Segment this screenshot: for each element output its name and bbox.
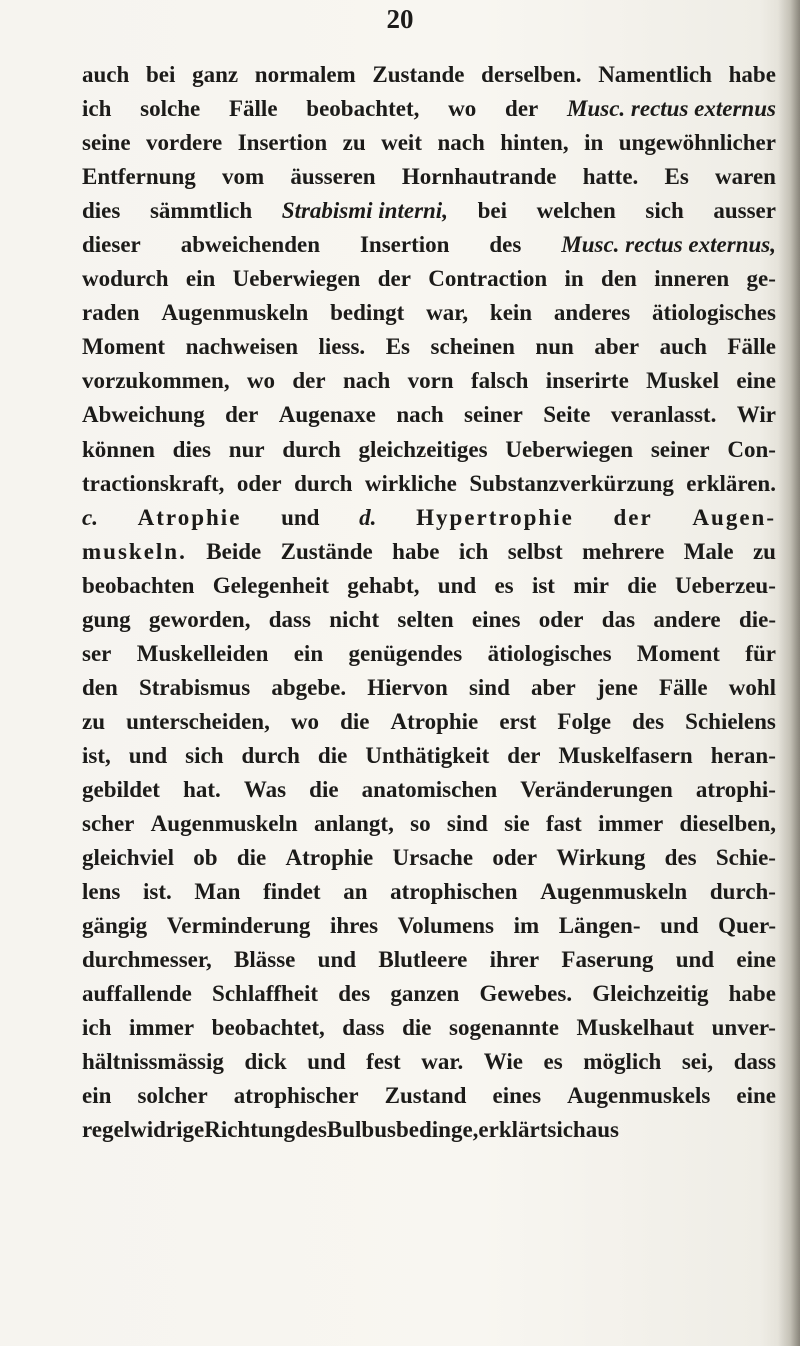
word: Musc. rectus externus, (561, 232, 776, 258)
word: ich (458, 538, 489, 564)
word: sich (645, 198, 684, 224)
word: wodurch (82, 266, 169, 292)
text-line (82, 739, 776, 773)
word: wo (290, 708, 319, 734)
word: der (292, 368, 326, 394)
word: der (377, 266, 411, 292)
word: Wir (736, 402, 776, 428)
word: Augenmuskeln (540, 879, 688, 905)
word: scher (82, 811, 135, 837)
word: derselben. (481, 62, 582, 87)
word: Insertion (237, 130, 328, 156)
word: Längen- (558, 913, 641, 939)
word: das (601, 606, 636, 632)
word: Schlaffheit (212, 981, 319, 1007)
word: bedinge, (395, 1117, 479, 1143)
word: Folge (557, 708, 612, 734)
word: selbst (507, 538, 563, 564)
word: Wirkung (556, 845, 646, 871)
word: der (507, 742, 541, 768)
word: gehabt, (347, 572, 420, 598)
word: Fälle (228, 96, 278, 122)
word: und (437, 572, 477, 598)
word: Augen- (692, 504, 776, 530)
text-line (82, 637, 776, 671)
word: inneren (654, 266, 730, 292)
word: Augenmuskels (567, 1083, 711, 1109)
word: die (402, 1015, 432, 1041)
word: Fälle (658, 674, 708, 700)
word: solche (140, 96, 201, 122)
word: Bulbus (326, 1117, 396, 1143)
word: waren (715, 164, 776, 190)
word: Faserung (561, 947, 654, 973)
word: Muskelleiden (136, 640, 269, 666)
word: falsch (470, 368, 529, 394)
word: zu (752, 538, 776, 564)
word: eines (492, 1083, 542, 1109)
word: ist (531, 572, 555, 598)
word: ser (82, 640, 112, 666)
word: ein (185, 266, 216, 292)
word: Hiervon (367, 674, 448, 700)
word: zu (82, 708, 105, 734)
word: vorn (407, 368, 454, 394)
word: solcher (137, 1083, 208, 1109)
word: Insertion (359, 232, 450, 258)
word: welchen (536, 198, 616, 224)
word: die (236, 845, 267, 871)
word: dass (733, 1049, 776, 1075)
word: hat. (183, 776, 221, 802)
word: lens (82, 879, 121, 905)
text-line (82, 1079, 776, 1113)
text-line (82, 160, 776, 194)
word: vordere (146, 130, 223, 156)
word: dies (82, 198, 121, 224)
word: und (660, 913, 699, 939)
word: atrophischer (233, 1083, 359, 1109)
word: Ursache (392, 845, 474, 871)
word: durch- (709, 879, 776, 905)
word: Augenmuskeln (161, 300, 309, 326)
text-line (82, 841, 776, 875)
text-line (82, 909, 776, 943)
word: nach (437, 130, 485, 156)
word: ganz (192, 62, 239, 87)
word: Fälle (727, 334, 776, 360)
word: regelwidrige (82, 1117, 205, 1143)
word: zu (342, 130, 366, 156)
text-line (82, 92, 776, 126)
word: ob (193, 845, 218, 871)
word: selten (397, 606, 454, 632)
word: nur (228, 436, 265, 462)
word: Namentlich (598, 62, 712, 87)
word: des (294, 1117, 327, 1143)
word: sind (468, 674, 510, 700)
word: dieser (82, 232, 141, 258)
word: Ueberzeu- (674, 572, 776, 598)
text-line (82, 398, 776, 432)
word: inserirte (545, 368, 629, 394)
word: Verminderung (166, 913, 311, 939)
word: können (82, 436, 155, 462)
word: normalem (254, 62, 356, 87)
word: wo (246, 368, 276, 394)
word: Abweichung (82, 402, 205, 428)
word: an (343, 879, 368, 905)
text-line (82, 467, 776, 501)
word: Wie (483, 1049, 523, 1075)
text-line (82, 364, 776, 398)
word: und (307, 1049, 346, 1075)
word: muskeln. (82, 538, 187, 564)
word: sich (547, 1117, 586, 1143)
word: nun (535, 334, 574, 360)
word: scheinen (430, 334, 515, 360)
word: durchmesser, (82, 947, 212, 973)
word: aus (585, 1117, 619, 1143)
word: sich (185, 742, 224, 768)
word: für (745, 640, 776, 666)
word: dass (342, 1015, 385, 1041)
word: und (317, 947, 357, 973)
word: erklären. (686, 470, 776, 496)
word: Atrophie (137, 504, 242, 530)
word: der (613, 504, 653, 530)
word: Atrophie (390, 708, 479, 734)
text-line (82, 569, 776, 603)
word: ist, (82, 742, 111, 768)
word: des (338, 981, 371, 1007)
word: ge- (746, 266, 776, 292)
word: oder (236, 470, 282, 496)
word: Schielens (685, 708, 776, 734)
word: sogenannte (449, 1015, 559, 1041)
word: seiner (464, 402, 523, 428)
word: die (317, 742, 348, 768)
word: Man (194, 879, 241, 905)
word: Entfernung (82, 164, 196, 190)
word: dies (172, 436, 211, 462)
page-edge-shadow (778, 0, 800, 1346)
word: liess. (318, 334, 366, 360)
word: Zustande (372, 62, 465, 87)
word: seine (82, 130, 131, 156)
text-line (82, 433, 776, 467)
word: Atrophie (285, 845, 374, 871)
word: die (627, 572, 657, 598)
text-line (82, 501, 776, 535)
word: auch (659, 334, 707, 360)
word: beobachten (82, 572, 195, 598)
word: den (82, 674, 118, 700)
word: fest (366, 1049, 401, 1075)
word: ihrer (489, 947, 540, 973)
word: die (340, 708, 370, 734)
word: findet (263, 879, 321, 905)
word: war. (421, 1049, 464, 1075)
word: bei (477, 198, 507, 224)
word: die (309, 776, 339, 802)
word: Quer- (718, 913, 776, 939)
word: jene (596, 674, 638, 700)
word: Veränderungen (520, 776, 673, 802)
word: raden (82, 300, 140, 326)
word: veranlasst. (610, 402, 717, 428)
word: und (281, 504, 320, 530)
word: Schie- (715, 845, 776, 871)
word: des (632, 708, 665, 734)
word: vom (221, 164, 265, 190)
word: hinten, (500, 130, 569, 156)
word: abgebe. (271, 674, 347, 700)
word: Muskel (646, 368, 719, 394)
word: beobachtet, (306, 96, 420, 122)
text-line (82, 671, 776, 705)
word: weit (381, 130, 422, 156)
word: Ueberwiegen (505, 436, 634, 462)
word: es (494, 572, 514, 598)
word: durch (294, 470, 353, 496)
word: unver- (711, 1015, 776, 1041)
word: Substanzverkürzung (469, 470, 674, 496)
word: ich (82, 1015, 112, 1041)
word: abweichenden (180, 232, 321, 258)
word: d. (359, 504, 377, 530)
word: bei (146, 62, 176, 87)
word: atrophischen (390, 879, 518, 905)
word: vorzukommen, (82, 368, 230, 394)
word: sämmtlich (149, 198, 253, 224)
word: und (128, 742, 168, 768)
word: c. (82, 504, 98, 530)
word: atrophi- (695, 776, 776, 802)
word: wo (448, 96, 477, 122)
word: aber (531, 674, 576, 700)
word: Blutleere (378, 947, 468, 973)
page-number: 20 (386, 4, 414, 34)
word: Muskelhaut (576, 1015, 695, 1041)
word: oder (538, 606, 584, 632)
word: Es (664, 164, 689, 190)
word: gebildet (82, 776, 160, 802)
word: Hypertrophie (416, 504, 574, 530)
word: erst (499, 708, 537, 734)
word: beobachtet, (211, 1015, 325, 1041)
text-line (82, 1113, 776, 1147)
word: nach (342, 368, 391, 394)
word: durch (282, 436, 341, 462)
word: anlangt, (313, 811, 394, 837)
word: äusseren (290, 164, 376, 190)
word: im (513, 913, 540, 939)
word: habe (392, 538, 440, 564)
word: geworden, (148, 606, 251, 632)
word: fast (545, 811, 582, 837)
word: Es (385, 334, 411, 360)
word: hältnissmässig (82, 1049, 224, 1075)
word: unterscheiden, (126, 708, 270, 734)
word: kein (489, 300, 533, 326)
word: oder (492, 845, 538, 871)
text-line (82, 535, 776, 569)
word: und (675, 947, 715, 973)
word: es (543, 1049, 563, 1075)
word: wohl (728, 674, 776, 700)
word: erklärt (478, 1117, 548, 1143)
text-line (82, 977, 776, 1011)
word: ungewöhnlicher (618, 130, 776, 156)
word: Hornhautrande (401, 164, 557, 190)
word: Moment (82, 334, 166, 360)
word: Ueberwiegen (232, 266, 361, 292)
word: dass (268, 606, 311, 632)
word: aber (594, 334, 640, 360)
word: immer (128, 1015, 195, 1041)
word: nachweisen (185, 334, 299, 360)
word: mehrere (582, 538, 665, 564)
text-line (82, 603, 776, 637)
word: ich (82, 96, 112, 122)
word: Seite (543, 402, 591, 428)
word: mir (573, 572, 609, 598)
word: Male (683, 538, 734, 564)
word: auffallende (82, 981, 192, 1007)
word: auch (82, 62, 130, 87)
word: Richtung (204, 1117, 295, 1143)
word: ätiologisches (652, 300, 776, 326)
word: anderes (553, 300, 631, 326)
text-line (82, 705, 776, 739)
word: hatte. (582, 164, 639, 190)
word: des (664, 845, 697, 871)
word: ausser (713, 198, 776, 224)
word: ein (293, 640, 324, 666)
word: dick (244, 1049, 287, 1075)
word: eines (471, 606, 521, 632)
text-line (82, 296, 776, 330)
word: nicht (329, 606, 380, 632)
word: war, (426, 300, 469, 326)
text-line (82, 943, 776, 977)
word: Augenmuskeln (150, 811, 298, 837)
text-line (82, 330, 776, 364)
word: eine (736, 368, 776, 394)
word: eine (736, 947, 776, 973)
word: ein (82, 1083, 112, 1109)
word: Beide (206, 538, 262, 564)
text-line (82, 807, 776, 841)
word: den (601, 266, 637, 292)
word: gung (82, 606, 131, 632)
text-line (82, 126, 776, 160)
word: des (489, 232, 522, 258)
text-line (82, 1045, 776, 1079)
word: seiner (650, 436, 710, 462)
text-line (82, 228, 776, 262)
word: Volumens (397, 913, 494, 939)
word: habe (728, 62, 776, 87)
word: so (410, 811, 431, 837)
word: der (225, 402, 259, 428)
word: sei, (681, 1049, 714, 1075)
word: in (564, 266, 584, 292)
text-line (82, 773, 776, 807)
text-line (82, 1011, 776, 1045)
word: Strabismi interni, (281, 198, 448, 224)
word: Musc. rectus externus (567, 96, 776, 122)
word: Gleichzeitig (592, 981, 709, 1007)
text-line (82, 194, 776, 228)
word: sie (504, 811, 530, 837)
text-line (82, 875, 776, 909)
word: Unthätigkeit (365, 742, 490, 768)
word: die- (738, 606, 776, 632)
word: möglich (583, 1049, 662, 1075)
word: habe (728, 981, 776, 1007)
word: dieselben, (679, 811, 776, 837)
word: Strabismus (138, 674, 251, 700)
word: wirkliche (364, 470, 457, 496)
word: gängig (82, 913, 148, 939)
word: Was (243, 776, 287, 802)
word: nach (396, 402, 444, 428)
word: durch (241, 742, 300, 768)
word: sind (446, 811, 488, 837)
word: in (584, 130, 604, 156)
word: ist. (143, 879, 172, 905)
word: Blässe (234, 947, 296, 973)
body-text (82, 58, 776, 1148)
word: ihres (329, 913, 379, 939)
word: andere (653, 606, 721, 632)
word: gleichzeitiges (358, 436, 488, 462)
word: bedingt (330, 300, 405, 326)
word: anatomischen (361, 776, 498, 802)
word: der (505, 96, 539, 122)
word: Moment (636, 640, 720, 666)
word: Con- (727, 436, 776, 462)
word: Augenaxe (278, 402, 376, 428)
word: Zustand (384, 1083, 467, 1109)
word: ätiologisches (487, 640, 612, 666)
word: Muskelfasern (558, 742, 693, 768)
word: ganzen (390, 981, 460, 1007)
word: Gewebes. (479, 981, 573, 1007)
word: Zustände (280, 538, 373, 564)
word: eine (736, 1083, 776, 1109)
text-line (82, 262, 776, 296)
word: immer (598, 811, 664, 837)
word: heran- (710, 742, 776, 768)
word: Contraction (428, 266, 548, 292)
word: Gelegenheit (212, 572, 329, 598)
word: genügendes (348, 640, 463, 666)
word: gleichviel (82, 845, 174, 871)
word: tractionskraft, (82, 470, 225, 496)
text-line (82, 58, 776, 92)
